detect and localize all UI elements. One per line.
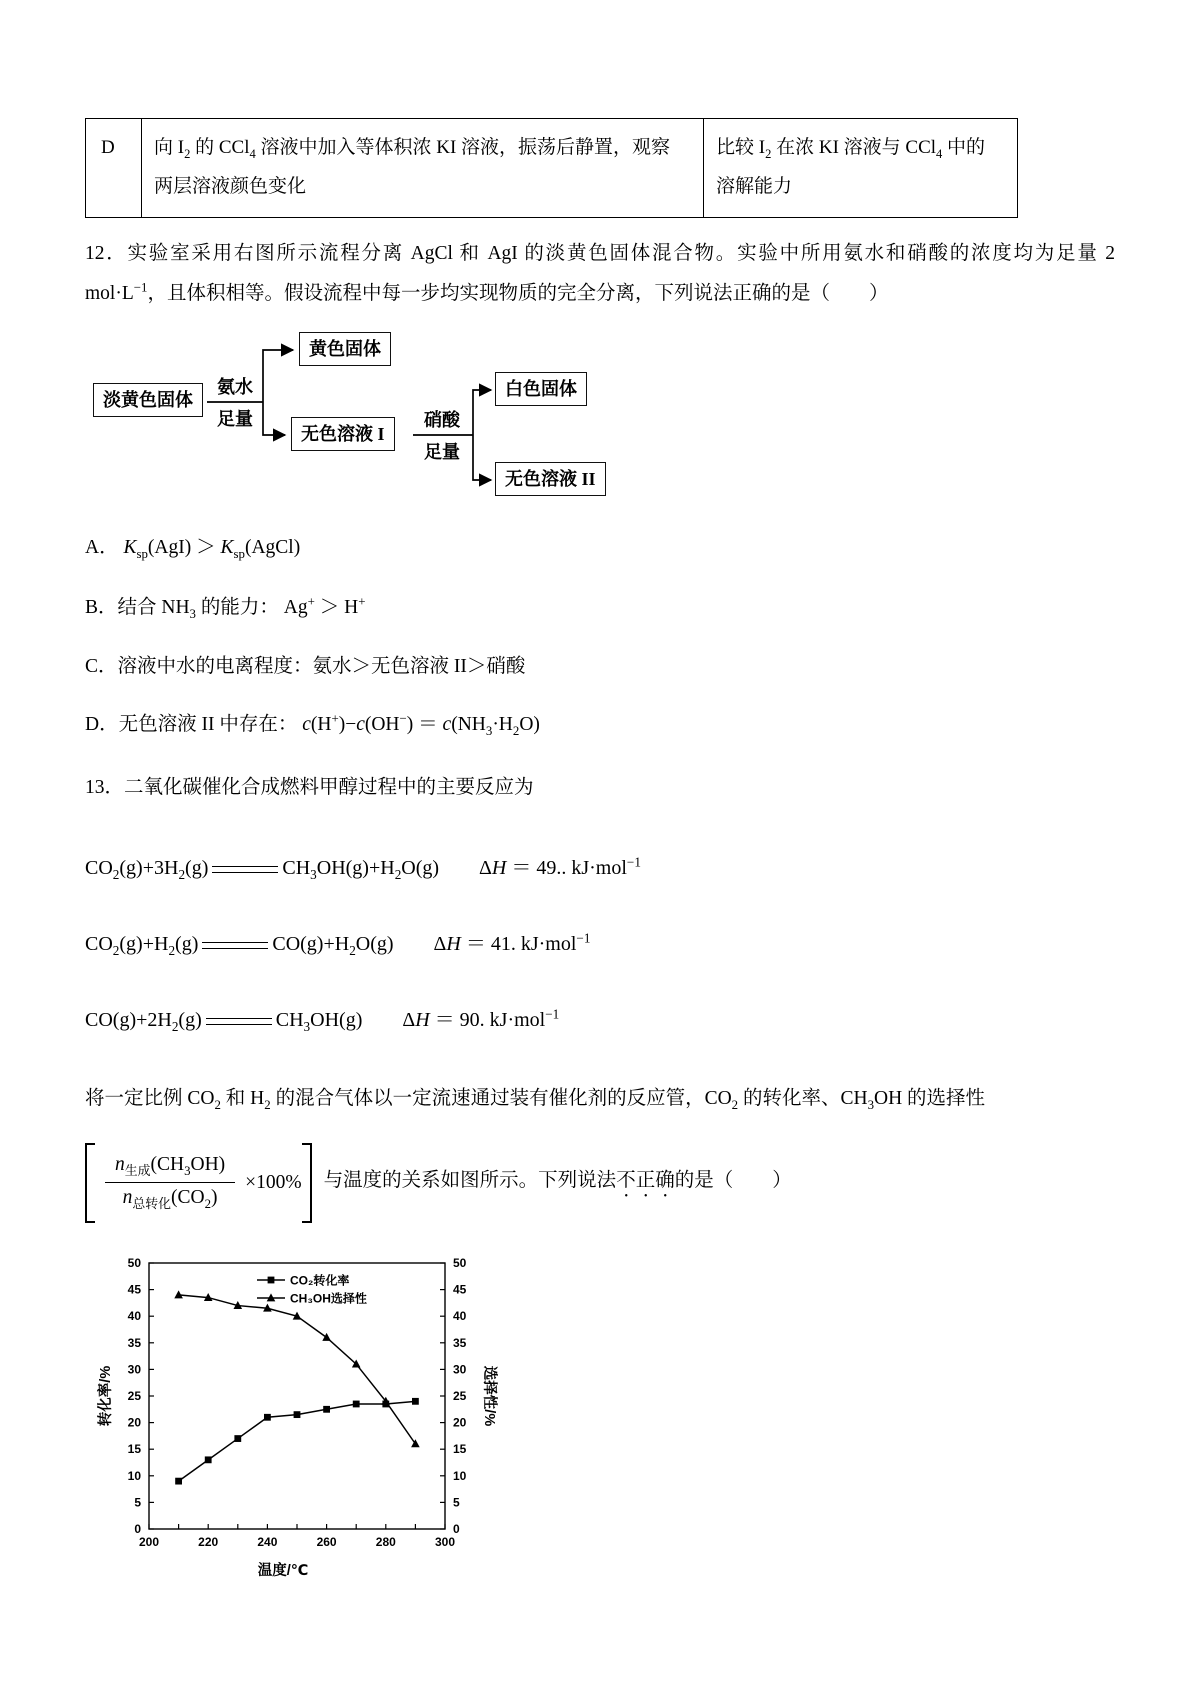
fraction-tail-text: 与温度的关系如图所示。下列说法不正确的是（ ）	[323, 1169, 792, 1191]
svg-text:280: 280	[375, 1534, 396, 1549]
selectivity-fraction	[105, 1154, 235, 1213]
svg-text:25: 25	[453, 1388, 467, 1403]
fraction-denominator: $n_{总转化}(CO_2)$	[122, 1187, 218, 1212]
svg-text:5: 5	[453, 1495, 460, 1510]
svg-text:35: 35	[127, 1335, 141, 1350]
table-row-d	[86, 119, 1018, 218]
svg-text:15: 15	[453, 1442, 467, 1457]
left-bracket	[85, 1143, 95, 1223]
option-d: D．无色溶液 II 中存在： $c(H^+)-c(OH^-) = c(NH_3\cdot H_2O)$	[85, 711, 540, 739]
equation-2: $CO_2(g)+H_2(g)$ $CO(g)+H_2O(g)$ ΔH ＝ 41. kJ·mol$^{-1}$	[85, 930, 591, 959]
conversion-selectivity-chart	[93, 1251, 1115, 1606]
svg-text:200: 200	[138, 1534, 160, 1549]
flow-box-white-solid: 白色固体	[495, 372, 587, 406]
svg-text:10: 10	[453, 1468, 467, 1483]
chart-canvas	[93, 1251, 571, 1601]
question-13-paragraph: 将一定比例 $CO_2$ 和 $H_2$ 的混合气体以一定流速通过装有催化剂的反应管，$CO_2$ 的转化率、$CH_3OH$ 的选择性	[85, 1088, 986, 1113]
flow-box-colorless-2: 无色溶液 II	[495, 462, 606, 496]
svg-text:0: 0	[453, 1521, 460, 1536]
svg-text:35: 35	[453, 1335, 467, 1350]
svg-text:30: 30	[453, 1362, 467, 1377]
fraction-numerator: $n_{生成}(CH_3OH)$	[105, 1154, 235, 1184]
svg-text:0: 0	[134, 1521, 141, 1536]
svg-text:选择性/%: 选择性/%	[481, 1365, 497, 1427]
experiment-table	[85, 118, 1018, 218]
question-12-stem: 12．实验室采用右图所示流程分离 AgCl 和 AgI 的淡黄色固体混合物。实验中所用氨水和硝酸的浓度均为足量 2 $mol\cdot L^{-1}$，且体积相等。假设流程中每一步均实现物质的完全分离，下列说法正确的是（ ）	[85, 242, 1115, 304]
svg-text:20: 20	[127, 1415, 141, 1430]
flow-reagent-nitric: 硝酸	[424, 409, 460, 430]
right-bracket	[302, 1143, 312, 1223]
svg-text:温度/℃: 温度/℃	[257, 1562, 309, 1579]
flow-box-colorless-1: 无色溶液 I	[291, 417, 395, 451]
flow-box-start: 淡黄色固体	[93, 383, 203, 417]
row-d-purpose-cell	[704, 119, 1018, 218]
svg-text:25: 25	[127, 1388, 141, 1403]
flow-reagent-ammonia-amount: 足量	[217, 408, 253, 429]
svg-text:300: 300	[434, 1534, 456, 1549]
svg-text:30: 30	[127, 1362, 141, 1377]
svg-text:CO₂转化率: CO₂转化率	[290, 1273, 350, 1288]
svg-text:20: 20	[453, 1415, 467, 1430]
separation-flowchart	[93, 330, 663, 506]
svg-text:50: 50	[127, 1255, 141, 1270]
question-12-options	[85, 531, 1115, 743]
svg-text:220: 220	[198, 1534, 219, 1549]
procedure-line-2: 两层溶液颜色变化	[154, 175, 307, 197]
equation-1: $CO_2(g)+3H_2(g)$ $CH_3OH(g)+H_2O(g)$ ΔH ＝ 49.. kJ·mol$^{-1}$	[85, 854, 641, 883]
svg-text:45: 45	[453, 1282, 467, 1297]
svg-text:15: 15	[127, 1442, 141, 1457]
procedure-line-1: 向 $I_2$ 的 CCl$_4$ 溶液中加入等体积浓 KI 溶液，振荡后静置，观察	[154, 137, 671, 161]
svg-text:CH₃OH选择性: CH₃OH选择性	[290, 1291, 367, 1306]
selectivity-definition	[85, 1143, 1115, 1223]
svg-text:40: 40	[453, 1309, 467, 1324]
equation-3: $CO(g)+2H_2(g)$ $CH_3OH(g)$ ΔH ＝ 90. kJ·mol$^{-1}$	[85, 1006, 560, 1035]
svg-text:5: 5	[134, 1495, 141, 1510]
option-b: B．结合 $NH_3$ 的能力： Ag+ ＞ H+	[85, 594, 366, 621]
question-13-stem: 13．二氧化碳催化合成燃料甲醇过程中的主要反应为	[85, 777, 534, 799]
svg-text:50: 50	[453, 1255, 467, 1270]
purpose-line-1: 比较 $I_2$ 在浓 KI 溶液与 CCl$_4$ 中的	[716, 137, 986, 161]
option-c: C．溶液中水的电离程度：氨水＞无色溶液 II＞硝酸	[85, 656, 526, 678]
svg-text:10: 10	[127, 1468, 141, 1483]
flow-box-yellow-solid: 黄色固体	[299, 332, 391, 366]
times-100-percent: ×100%	[245, 1171, 302, 1193]
row-d-label: D	[86, 119, 142, 218]
svg-text:45: 45	[127, 1282, 141, 1297]
option-a: A． $K_{sp}(AgI)$ ＞ $K_{sp}(AgCl)$	[85, 536, 301, 561]
row-d-procedure-cell	[142, 119, 704, 218]
purpose-line-2: 溶解能力	[716, 175, 793, 197]
svg-text:40: 40	[127, 1309, 141, 1324]
flow-reagent-nitric-amount: 足量	[424, 441, 460, 462]
svg-text:260: 260	[316, 1534, 337, 1549]
svg-text:转化率/%: 转化率/%	[98, 1365, 114, 1427]
svg-text:240: 240	[257, 1534, 278, 1549]
flow-reagent-ammonia: 氨水	[217, 376, 253, 397]
